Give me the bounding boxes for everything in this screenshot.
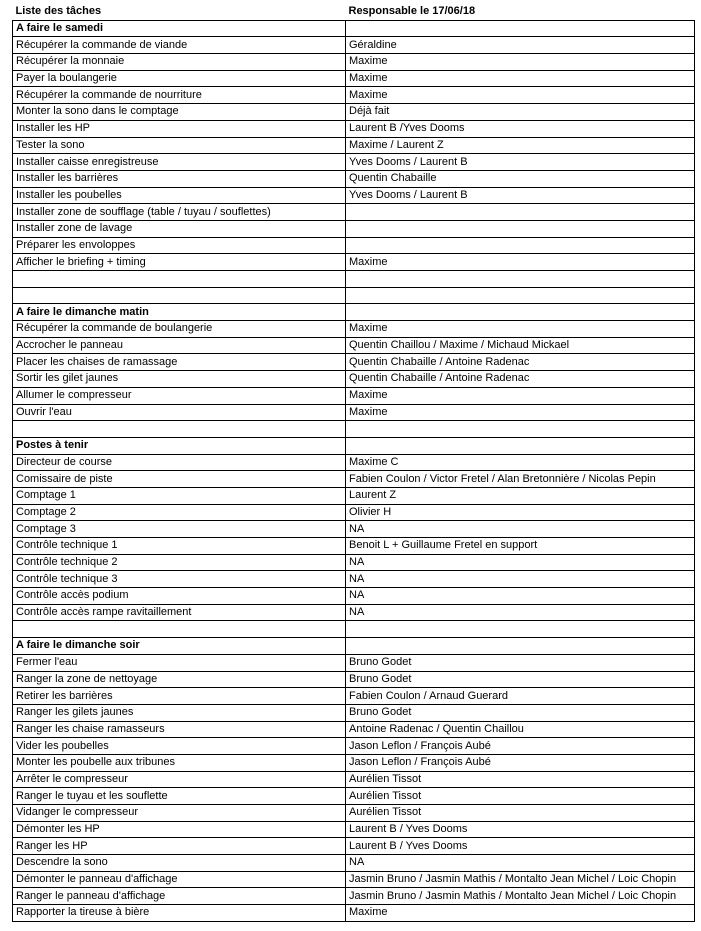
owner-cell bbox=[346, 638, 695, 655]
task-cell: Descendre la sono bbox=[13, 855, 346, 872]
task-cell: Installer caisse enregistreuse bbox=[13, 154, 346, 171]
owner-cell: Maxime bbox=[346, 321, 695, 338]
owner-cell: Laurent B /Yves Dooms bbox=[346, 120, 695, 137]
owner-cell: Maxime C bbox=[346, 454, 695, 471]
task-cell: Installer zone de soufflage (table / tuyau / souflettes) bbox=[13, 204, 346, 221]
table-row bbox=[13, 838, 695, 855]
task-cell: Placer les chaises de ramassage bbox=[13, 354, 346, 371]
table-row bbox=[13, 137, 695, 154]
table-row bbox=[13, 571, 695, 588]
owner-cell: Quentin Chabaille / Antoine Radenac bbox=[346, 371, 695, 388]
task-cell: Accrocher le panneau bbox=[13, 337, 346, 354]
table-row bbox=[13, 154, 695, 171]
task-cell: Ranger les HP bbox=[13, 838, 346, 855]
owner-cell bbox=[346, 304, 695, 321]
owner-cell: Yves Dooms / Laurent B bbox=[346, 154, 695, 171]
table-row bbox=[13, 37, 695, 54]
task-cell: Vidanger le compresseur bbox=[13, 805, 346, 822]
task-cell: Ranger la zone de nettoyage bbox=[13, 671, 346, 688]
task-cell: Récupérer la commande de boulangerie bbox=[13, 321, 346, 338]
task-cell: Démonter les HP bbox=[13, 821, 346, 838]
owner-cell: Déjà fait bbox=[346, 104, 695, 121]
table-row bbox=[13, 721, 695, 738]
owner-cell bbox=[346, 621, 695, 638]
task-cell: Contrôle technique 2 bbox=[13, 554, 346, 571]
task-cell: Sortir les gilet jaunes bbox=[13, 371, 346, 388]
owner-cell: Jasmin Bruno / Jasmin Mathis / Montalto Jean Michel / Loic Chopin bbox=[346, 888, 695, 905]
table-row bbox=[13, 554, 695, 571]
section-title: A faire le dimanche matin bbox=[13, 304, 346, 321]
task-cell: Comissaire de piste bbox=[13, 471, 346, 488]
task-cell: Comptage 1 bbox=[13, 487, 346, 504]
task-cell: Installer les barrières bbox=[13, 170, 346, 187]
table-row bbox=[13, 471, 695, 488]
table-row bbox=[13, 654, 695, 671]
owner-cell: NA bbox=[346, 571, 695, 588]
table-row bbox=[13, 871, 695, 888]
empty-row bbox=[13, 421, 695, 438]
task-cell: Comptage 2 bbox=[13, 504, 346, 521]
table-row bbox=[13, 354, 695, 371]
owner-cell bbox=[346, 220, 695, 237]
table-row bbox=[13, 170, 695, 187]
section-row bbox=[13, 304, 695, 321]
section-row bbox=[13, 20, 695, 37]
empty-row bbox=[13, 621, 695, 638]
owner-cell bbox=[346, 421, 695, 438]
owner-cell: NA bbox=[346, 554, 695, 571]
owner-cell: Benoit L + Guillaume Fretel en support bbox=[346, 538, 695, 555]
header-task-label: Liste des tâches bbox=[15, 5, 102, 18]
task-cell: Fermer l'eau bbox=[13, 654, 346, 671]
owner-cell: Jason Leflon / François Aubé bbox=[346, 738, 695, 755]
owner-cell: Quentin Chabaille bbox=[346, 170, 695, 187]
task-table bbox=[12, 4, 695, 922]
owner-cell: NA bbox=[346, 588, 695, 605]
section-row bbox=[13, 638, 695, 655]
owner-cell: Maxime bbox=[346, 70, 695, 87]
task-cell: Récupérer la commande de nourriture bbox=[13, 87, 346, 104]
task-cell: Afficher le briefing + timing bbox=[13, 254, 346, 271]
owner-cell bbox=[346, 237, 695, 254]
table-header bbox=[13, 4, 695, 20]
table-row bbox=[13, 788, 695, 805]
task-cell bbox=[13, 271, 346, 288]
table-row bbox=[13, 454, 695, 471]
table-row bbox=[13, 855, 695, 872]
task-cell: Monter la sono dans le comptage bbox=[13, 104, 346, 121]
owner-cell: Aurélien Tissot bbox=[346, 788, 695, 805]
task-cell: Ouvrir l'eau bbox=[13, 404, 346, 421]
task-cell: Payer la boulangerie bbox=[13, 70, 346, 87]
owner-cell: Bruno Godet bbox=[346, 704, 695, 721]
task-cell: Contrôle technique 3 bbox=[13, 571, 346, 588]
task-cell: Comptage 3 bbox=[13, 521, 346, 538]
table-row bbox=[13, 604, 695, 621]
owner-cell: Géraldine bbox=[346, 37, 695, 54]
header-owner-label: Responsable le 17/06/18 bbox=[348, 5, 476, 18]
task-cell: Ranger les chaise ramasseurs bbox=[13, 721, 346, 738]
owner-cell: Maxime bbox=[346, 905, 695, 922]
empty-row bbox=[13, 271, 695, 288]
task-cell: Vider les poubelles bbox=[13, 738, 346, 755]
task-cell: Allumer le compresseur bbox=[13, 387, 346, 404]
task-cell: Démonter le panneau d'affichage bbox=[13, 871, 346, 888]
owner-cell: Bruno Godet bbox=[346, 671, 695, 688]
table-row bbox=[13, 371, 695, 388]
owner-cell: Jasmin Bruno / Jasmin Mathis / Montalto Jean Michel / Loic Chopin bbox=[346, 871, 695, 888]
task-cell bbox=[13, 287, 346, 304]
table-row bbox=[13, 688, 695, 705]
task-cell: Installer zone de lavage bbox=[13, 220, 346, 237]
table-row bbox=[13, 888, 695, 905]
section-title: A faire le dimanche soir bbox=[13, 638, 346, 655]
owner-cell: Jason Leflon / François Aubé bbox=[346, 754, 695, 771]
table-row bbox=[13, 754, 695, 771]
task-cell: Tester la sono bbox=[13, 137, 346, 154]
table-row bbox=[13, 738, 695, 755]
task-cell: Installer les poubelles bbox=[13, 187, 346, 204]
section-row bbox=[13, 437, 695, 454]
table-row bbox=[13, 387, 695, 404]
owner-cell: NA bbox=[346, 855, 695, 872]
owner-cell: Bruno Godet bbox=[346, 654, 695, 671]
owner-cell: Fabien Coulon / Arnaud Guerard bbox=[346, 688, 695, 705]
table-row bbox=[13, 204, 695, 221]
task-cell: Rapporter la tireuse à bière bbox=[13, 905, 346, 922]
owner-cell: Aurélien Tissot bbox=[346, 805, 695, 822]
owner-cell: Laurent B / Yves Dooms bbox=[346, 821, 695, 838]
table-row bbox=[13, 487, 695, 504]
owner-cell: Quentin Chabaille / Antoine Radenac bbox=[346, 354, 695, 371]
task-cell: Ranger les gilets jaunes bbox=[13, 704, 346, 721]
table-row bbox=[13, 805, 695, 822]
table-row bbox=[13, 337, 695, 354]
task-cell: Contrôle accès podium bbox=[13, 588, 346, 605]
table-row bbox=[13, 120, 695, 137]
owner-cell: Fabien Coulon / Victor Fretel / Alan Bretonnière / Nicolas Pepin bbox=[346, 471, 695, 488]
section-title: A faire le samedi bbox=[13, 20, 346, 37]
table-row bbox=[13, 905, 695, 922]
table-row bbox=[13, 104, 695, 121]
table-row bbox=[13, 254, 695, 271]
table-row bbox=[13, 704, 695, 721]
table-row bbox=[13, 771, 695, 788]
task-cell: Ranger le panneau d'affichage bbox=[13, 888, 346, 905]
table-row bbox=[13, 588, 695, 605]
owner-cell bbox=[346, 20, 695, 37]
owner-cell bbox=[346, 204, 695, 221]
task-cell: Installer les HP bbox=[13, 120, 346, 137]
owner-cell: Maxime bbox=[346, 387, 695, 404]
table-row bbox=[13, 87, 695, 104]
task-cell: Retirer les barrières bbox=[13, 688, 346, 705]
owner-cell: Maxime bbox=[346, 254, 695, 271]
owner-cell: Maxime bbox=[346, 404, 695, 421]
task-cell bbox=[13, 621, 346, 638]
owner-cell: Laurent Z bbox=[346, 487, 695, 504]
task-cell: Directeur de course bbox=[13, 454, 346, 471]
table-row bbox=[13, 237, 695, 254]
owner-cell: Maxime / Laurent Z bbox=[346, 137, 695, 154]
table-row bbox=[13, 187, 695, 204]
owner-cell: Antoine Radenac / Quentin Chaillou bbox=[346, 721, 695, 738]
task-cell bbox=[13, 421, 346, 438]
task-cell: Ranger le tuyau et les souflette bbox=[13, 788, 346, 805]
owner-cell: NA bbox=[346, 604, 695, 621]
table-row bbox=[13, 220, 695, 237]
task-cell: Arrêter le compresseur bbox=[13, 771, 346, 788]
table-row bbox=[13, 404, 695, 421]
task-cell: Récupérer la monnaie bbox=[13, 54, 346, 71]
empty-row bbox=[13, 287, 695, 304]
table-row bbox=[13, 54, 695, 71]
owner-cell bbox=[346, 271, 695, 288]
owner-cell bbox=[346, 287, 695, 304]
section-title: Postes à tenir bbox=[13, 437, 346, 454]
owner-cell: Maxime bbox=[346, 54, 695, 71]
task-cell: Monter les poubelle aux tribunes bbox=[13, 754, 346, 771]
table-row bbox=[13, 321, 695, 338]
owner-cell: Laurent B / Yves Dooms bbox=[346, 838, 695, 855]
table-row bbox=[13, 671, 695, 688]
owner-cell: NA bbox=[346, 521, 695, 538]
table-row bbox=[13, 821, 695, 838]
task-cell: Préparer les envoloppes bbox=[13, 237, 346, 254]
table-row bbox=[13, 504, 695, 521]
owner-cell bbox=[346, 437, 695, 454]
owner-cell: Quentin Chaillou / Maxime / Michaud Mickael bbox=[346, 337, 695, 354]
table-row bbox=[13, 538, 695, 555]
table-row bbox=[13, 521, 695, 538]
owner-cell: Maxime bbox=[346, 87, 695, 104]
task-cell: Récupérer la commande de viande bbox=[13, 37, 346, 54]
task-cell: Contrôle technique 1 bbox=[13, 538, 346, 555]
table-row bbox=[13, 70, 695, 87]
owner-cell: Yves Dooms / Laurent B bbox=[346, 187, 695, 204]
owner-cell: Aurélien Tissot bbox=[346, 771, 695, 788]
owner-cell: Olivier H bbox=[346, 504, 695, 521]
task-cell: Contrôle accès rampe ravitaillement bbox=[13, 604, 346, 621]
